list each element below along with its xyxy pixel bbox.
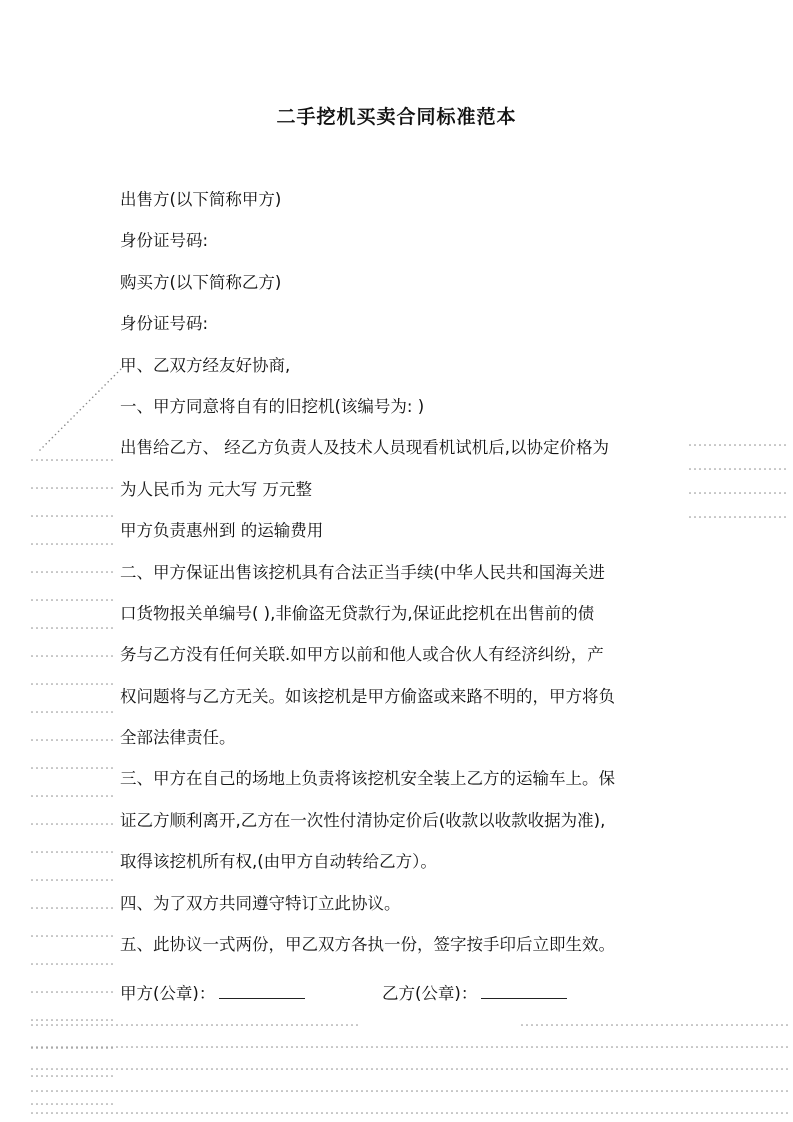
price-line: 为人民币为 元大写 万元整 — [120, 479, 312, 499]
party-a-signature-blank — [219, 980, 305, 999]
party-b-signature — [382, 980, 567, 1008]
clause-5-line: 五、此协议一式两份，甲乙双方各执一份，签字按手印后立即生效。 — [120, 935, 615, 955]
clause-2-continued-line: 全部法律责任。 — [120, 728, 236, 748]
transport-line: 甲方负责惠州到 的运输费用 — [120, 521, 324, 541]
negotiation-line: 甲、乙双方经友好协商, — [120, 355, 291, 375]
party-b-seal-label: 乙方(公章)： — [382, 984, 478, 1003]
clause-2-continued-line: 口货物报关单编号( ),非偷盗无贷款行为,保证此挖机在出售前的债 — [120, 603, 595, 623]
party-a-seal-label: 甲方(公章)： — [120, 984, 216, 1003]
clause-3-line: 三、甲方在自己的场地上负责将该挖机安全装上乙方的运输车上。保 — [120, 769, 615, 789]
clause-3-continued-line: 取得该挖机所有权,(由甲方自动转给乙方）。 — [120, 852, 437, 872]
clause-2-continued-line: 权问题将与乙方无关。如该挖机是甲方偷盗或来路不明的，甲方将负 — [120, 686, 615, 706]
clause-2-line: 二、甲方保证出售该挖机具有合法正当手续(中华人民共和国海关进 — [120, 562, 605, 582]
clause-3-continued-line: 证乙方顺利离开,乙方在一次性付清协定价后(收款以收款收据为准), — [120, 810, 606, 830]
clause-4-line: 四、为了双方共同遵守特订立此协议。 — [120, 893, 401, 913]
party-b-signature-blank — [481, 980, 567, 999]
buyer-line: 购买方(以下简称乙方) — [120, 272, 282, 292]
seller-line: 出售方(以下简称甲方) — [120, 190, 282, 209]
signature-row — [120, 980, 680, 1008]
contract-body — [120, 186, 700, 972]
clause-1-continued-line: 出售给乙方、 经乙方负责人及技术人员现看机试机后,以协定价格为 — [120, 438, 609, 458]
buyer-id-line: 身份证号码: — [120, 314, 209, 334]
clause-1-line: 一、甲方同意将自有的旧挖机(该编号为: ) — [120, 396, 425, 416]
clause-2-continued-line: 务与乙方没有任何关联.如甲方以前和他人或合伙人有经济纠纷，产 — [120, 645, 604, 665]
party-a-signature — [120, 980, 305, 1008]
seller-id-line: 身份证号码: — [120, 231, 209, 251]
document-title: 二手挖机买卖合同标准范本 — [276, 106, 517, 128]
